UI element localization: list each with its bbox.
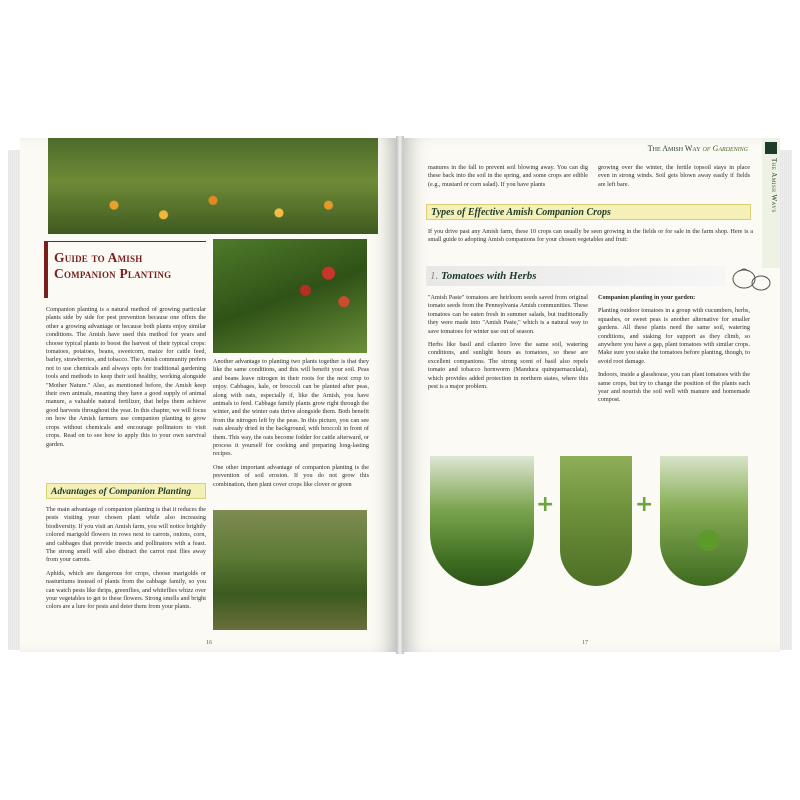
section-number: 1. — [430, 270, 439, 282]
page-stack-right — [778, 150, 792, 650]
cucumber-photo — [430, 456, 534, 586]
advantage-paragraph: Another advantage to planting two plants together is that they like the same conditions, and this will benefit your soil. Peas and beans leave nitrogen in their roots for the next crop to enjoy. Cabbages, kale, or broccoli can be planted after peas, along with oats, especially if, like the Amish, you have animals to feed. Cabbage family plants grow right through the winter, and the winter oats thrive alongside them. Both benefit from the nitrogen left by the peas. In this picture, you can see oats already dried in the background, with broccoli in front of them. This way, the oats become fodder for cattle afterward, or process it yourself for cooking and preparing long-lasting recipes. — [213, 358, 369, 458]
right-page — [402, 138, 780, 652]
tomato-column — [428, 294, 588, 396]
advantages-heading: Advantages of Companion Planting — [46, 483, 206, 499]
basil-photo — [560, 456, 632, 586]
chapter-side-tab — [762, 138, 780, 268]
red-flower-plants-photo — [213, 239, 367, 353]
garden-heading: Companion planting in your garden: — [598, 294, 696, 301]
right-column — [213, 358, 369, 494]
types-heading: Types of Effective Amish Companion Crops — [426, 204, 751, 220]
herbs-paragraph: Herbs like basil and cilantro love the same soil, watering conditions, and sunlight hours as tomatoes, so these are excellent companions. The strong scent of basil also repels tomato and tobacco hornworm (Manduca quinquemaculata), which provides added protection in northern states, where this pest is a major problem. — [428, 341, 588, 391]
advantages-paragraph-1: The main advantage of companion planting is that it reduces the pests visiting your chosen plant while also increasing biodiversity. If you visit an Amish farm, you will notice brightly colored marigold flowers in rows next to carrots, onions, corn, and cabbages that provide insects and pollinators with a feast. The strong smell will also distract the carrot rust flies away from your carrots. — [46, 506, 206, 564]
marigold-garden-photo — [48, 138, 378, 234]
types-intro: If you drive past any Amish farm, these 10 crops can usually be seen growing in the fields or for sale in the farm shop. Here is a small guide to adopting Amish companions for your chosen vegetables and fruit: — [428, 228, 753, 244]
quilt-emblem-icon — [765, 142, 777, 154]
intro-paragraph: Companion planting is a natural method of growing particular plants side by side for pest prevention because one offers the other a growing advantage or because both plants enjoy similar conditions. The Amish have used this method for years and choose typical plants to boost the harvest of their typical crops: tomatoes, potatoes, beans, sweetcorn, maize for cattle feed, barley, strawberries, and tobacco. The Amish community prefers not to use chemicals and always opts for traditional gardening tools and methods to keep their soil healthy, working alongside "Mother Nature." Also, as mentioned before, the Amish keep their own animals, meaning they have a good supply of animal manure, a valuable natural fertilizer, that helps them achieve good harvests throughout the year. In this chapter, we will focus on how the Amish farmers use companion planting to grow crops without chemicals and encourage pollinators to visit crops. Read on to see how to apply this to your own survival garden. — [46, 306, 206, 448]
garden-column — [598, 294, 750, 410]
page-number-right: 17 — [582, 640, 588, 646]
plus-icon: + — [536, 492, 555, 517]
top-col-2: growing over the winter, the fertile topsoil stays in place even in strong winds. Soil gets blown away easily if fields are left bare. — [598, 164, 750, 188]
intro-column — [46, 306, 206, 454]
outdoor-paragraph: Planting outdoor tomatoes in a group with cucumbers, herbs, squashes, or sweet peas is another alternative for smaller gardens. All these plants need the same soil, watering conditions, and staking for support as they climb, so anywhere you have a gap, plant tomatoes with similar crops. Make sure you stake the tomatoes before planting, though, to avoid root damage. — [598, 307, 750, 365]
tomato-sketch-icon — [730, 264, 772, 294]
top-col-1: manures in the fall to prevent soil blowing away. You can dig these back into the soil in the spring, and some crops are edible (e.g., mustard or corn salad). If you have plants — [428, 164, 588, 188]
advantages-paragraph-2: Aphids, which are dangerous for crops, choose marigolds or nasturtiums instead of plants from the cabbage family, so you can watch pests like thrips, greenflies, and whiteflies whizz over your vegetables to get to these flowers. Strong smells and bright colors are a lure for pests and deter them from your plants. — [46, 569, 206, 611]
advantages-column — [46, 506, 206, 617]
left-page — [20, 138, 398, 652]
side-tab-label: The Amish Ways — [770, 158, 778, 213]
erosion-paragraph: One other important advantage of companion planting is the prevention of soil erosion. If you do not grow this combination, then plant cover crops like clover or green — [213, 463, 369, 488]
plus-icon: + — [635, 492, 654, 517]
page-number-left: 16 — [206, 640, 212, 646]
amish-paste-paragraph: "Amish Paste" tomatoes are heirloom seeds saved from original tomato seeds from the Pennsylvania Amish communities. These tomatoes can be eaten fresh in summer salads, but traditionally they were made into "Amish Paste," which is a natural way to save tomatoes for winter use out of season. — [428, 294, 588, 335]
section-title: Tomatoes with Herbs — [441, 270, 537, 282]
pepper-photo — [660, 456, 748, 586]
running-head: The Amish Way of Gardening — [647, 144, 748, 153]
indoor-paragraph: Indoors, inside a glasshouse, you can plant tomatoes with the same crops, but try to change the position of the plants each year and nourish the soil well with manure and homemade compost. — [598, 371, 750, 404]
chapter-title: Guide to Amish Companion Planting — [54, 250, 172, 281]
section-heading — [426, 266, 726, 286]
oats-broccoli-photo — [213, 510, 367, 630]
